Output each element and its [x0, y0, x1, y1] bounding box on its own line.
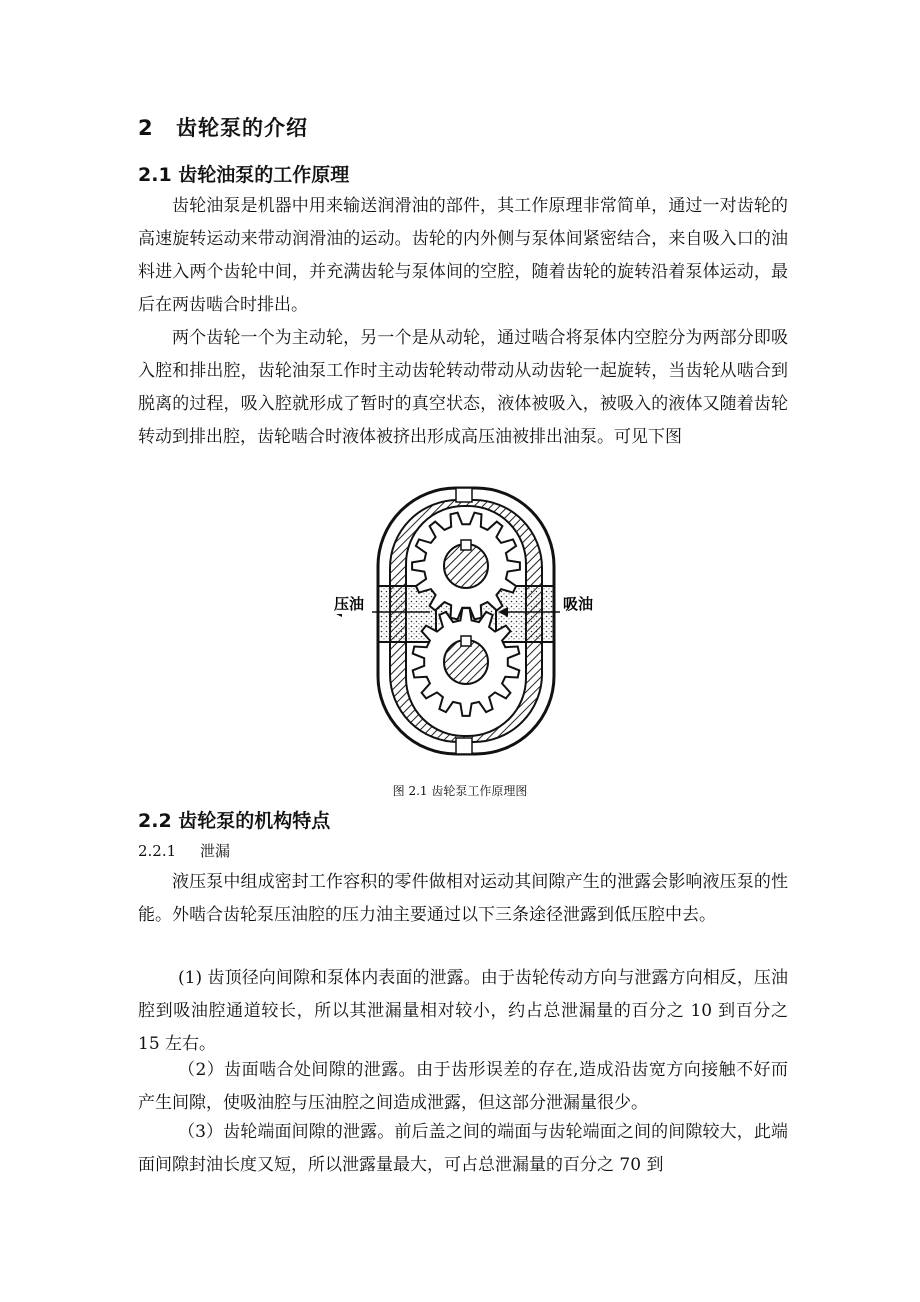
list-item-leakage-1: (1) 齿顶径向间隙和泵体内表面的泄露。由于齿轮传动方向与泄露方向相反，压油腔到吸油腔通道较长，所以其泄漏量相对较小，约占总泄漏量的百分之 10 到百分之 15 左右。	[138, 968, 788, 1054]
subsubsection-title: 泄漏	[200, 842, 231, 860]
subsection-heading-2-2: 2.2 齿轮泵的机构特点	[138, 810, 331, 832]
list-item-leakage-3: （3）齿轮端面间隙的泄露。前后盖之间的端面与齿轮端面之间的间隙较大，此端面间隙封油长度又短，所以泄露量最大，可占总泄漏量的百分之 70 到	[138, 1122, 788, 1175]
section-heading	[138, 112, 308, 142]
inlet-label: 吸油	[563, 595, 594, 613]
paragraph-working-principle-1: 齿轮油泵是机器中用来输送润滑油的部件，其工作原理非常简单，通过一对齿轮的高速旋转运动来带动润滑油的运动。齿轮的内外侧与泵体间紧密结合，来自吸入口的油料进入两个齿轮中间，并充满齿轮与泵体间的空腔，随着齿轮的旋转沿着泵体运动，最后在两齿啮合时排出。	[138, 196, 788, 315]
subsection-heading-2-1: 2.1 齿轮油泵的工作原理	[138, 164, 350, 186]
paragraph-leakage-intro: 液压泵中组成密封工作容积的零件做相对运动其间隙产生的泄露会影响液压泵的性能。外啮合齿轮泵压油腔的压力油主要通过以下三条途径泄露到低压腔中去。	[138, 872, 788, 925]
subsubsection-heading-2-2-1	[138, 840, 230, 861]
paragraph-working-principle-2: 两个齿轮一个为主动轮，另一个是从动轮，通过啮合将泵体内空腔分为两部分即吸入腔和排出腔，齿轮油泵工作时主动齿轮转动带动从动齿轮一起旋转，当齿轮从啮合到脱离的过程，吸入腔就形成了暂时的真空状态，液体被吸入，被吸入的液体又随着齿轮转动到排出腔，齿轮啮合时液体被挤出形成高压油被排出油泵。可见下图	[138, 328, 788, 447]
section-title: 齿轮泵的介绍	[176, 116, 308, 140]
figure-caption: 图 2.1 齿轮泵工作原理图	[392, 784, 528, 798]
subsubsection-number: 2.2.1	[138, 842, 177, 860]
gear-pump-diagram	[330, 480, 600, 760]
section-number: 2	[138, 116, 154, 140]
outlet-label: 压油	[334, 595, 365, 613]
list-item-leakage-2: （2）齿面啮合处间隙的泄露。由于齿形误差的存在,造成沿齿宽方向接触不好而产生间隙，使吸油腔与压油腔之间造成泄露，但这部分泄漏量很少。	[138, 1060, 788, 1113]
